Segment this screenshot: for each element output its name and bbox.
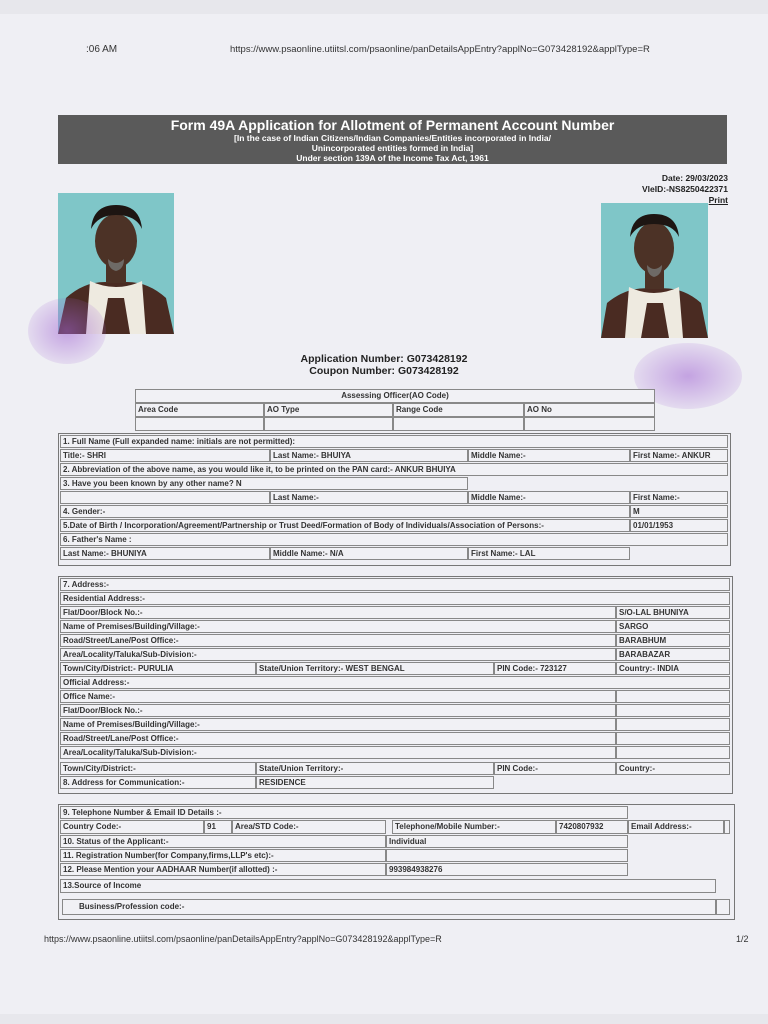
office-road-value: [616, 732, 730, 745]
form-title: Form 49A Application for Allotment of Permanent Account Number: [170, 117, 615, 133]
country-field: Country:- INDIA: [616, 662, 730, 675]
coupon-number: Coupon Number: G073428192: [309, 365, 459, 377]
aadhaar-value: 993984938276: [386, 863, 628, 876]
business-code-value[interactable]: [716, 899, 730, 915]
ao-no-value[interactable]: [524, 417, 655, 431]
income-heading: 13.Source of Income: [60, 879, 716, 893]
premises-value: SARGO: [616, 620, 730, 633]
father-name-label: 6. Father's Name :: [60, 533, 728, 546]
contact-heading: 9. Telephone Number & Email ID Details :-: [60, 806, 628, 819]
town-field: Town/City/District:- PURULIA: [60, 662, 256, 675]
gender-label: 4. Gender:-: [60, 505, 630, 518]
registration-label: 11. Registration Number(for Company,firms,LLP's etc):-: [60, 849, 386, 862]
ao-no: AO No: [524, 403, 655, 417]
banner-line-2: Unincorporated entities formed in India]: [311, 143, 474, 153]
communication-value: RESIDENCE: [256, 776, 494, 789]
date-block: [642, 173, 728, 206]
phone-value: 7420807932: [556, 820, 628, 834]
browser-time: :06 AM: [86, 44, 118, 55]
full-name-label: 1. Full Name (Full expanded name: initials are not permitted):: [60, 435, 728, 448]
ao-area-code-value[interactable]: [135, 417, 264, 431]
office-name-label: Office Name:-: [60, 690, 616, 703]
office-flat-value: [616, 704, 730, 717]
road-value: BARABHUM: [616, 634, 730, 647]
office-state-field: State/Union Territory:-: [256, 762, 494, 775]
phone-label: Telephone/Mobile Number:-: [392, 820, 556, 834]
office-premises-label: Name of Premises/Building/Village:-: [60, 718, 616, 731]
ao-area-code: Area Code: [135, 403, 264, 417]
abbreviation-field: 2. Abbreviation of the above name, as you would like it, to be printed on the PAN card:- ANKUR BHUIYA: [60, 463, 728, 476]
area-label: Area/Locality/Taluka/Sub-Division:-: [60, 648, 616, 661]
communication-label: 8. Address for Communication:-: [60, 776, 256, 789]
registration-value: [386, 849, 628, 862]
ao-heading: Assessing Officer(AO Code): [135, 389, 655, 403]
pin-field: PIN Code:- 723127: [494, 662, 616, 675]
business-code-label: Business/Profession code:-: [62, 899, 716, 915]
office-name-value: [616, 690, 730, 703]
email-label: Email Address:-: [628, 820, 724, 834]
aadhaar-label: 12. Please Mention your AADHAAR Number(if allotted) :-: [60, 863, 386, 876]
office-premises-value: [616, 718, 730, 731]
office-pin-field: PIN Code:-: [494, 762, 616, 775]
status-label: 10. Status of the Applicant:-: [60, 835, 386, 848]
ao-type: AO Type: [264, 403, 393, 417]
footer-url: https://www.psaonline.utiitsl.com/psaonline/panDetailsAppEntry?applNo=G073428192&applType=R: [44, 934, 442, 944]
official-heading: Official Address:-: [60, 676, 730, 689]
other-name-question: 3. Have you been known by any other name? N: [60, 477, 468, 490]
application-number: Application Number: G073428192: [300, 353, 468, 365]
ao-range-code-value[interactable]: [393, 417, 524, 431]
other-last-name-field: Last Name:-: [270, 491, 468, 504]
area-value: BARABAZAR: [616, 648, 730, 661]
father-middle-name: Middle Name:- N/A: [270, 547, 468, 560]
residential-heading: Residential Address:-: [60, 592, 730, 605]
dob-value: 01/01/1953: [630, 519, 728, 532]
father-first-name: First Name:- LAL: [468, 547, 630, 560]
form-banner: [58, 115, 727, 164]
status-value: Individual: [386, 835, 628, 848]
print-link[interactable]: Print: [708, 195, 728, 205]
road-label: Road/Street/Lane/Post Office:-: [60, 634, 616, 647]
browser-url: https://www.psaonline.utiitsl.com/psaonline/panDetailsAppEntry?applNo=G073428192&applType=R: [230, 44, 650, 55]
office-road-label: Road/Street/Lane/Post Office:-: [60, 732, 616, 745]
applicant-photo-right: [601, 203, 708, 338]
flat-value: S/O-LAL BHUNIYA: [616, 606, 730, 619]
email-value[interactable]: [724, 820, 730, 834]
office-country-field: Country:-: [616, 762, 730, 775]
area-std-label: Area/STD Code:-: [232, 820, 386, 834]
banner-line-3: Under section 139A of the Income Tax Act, 1961: [296, 153, 489, 163]
application-numbers: [0, 353, 768, 377]
page-number: 1/2: [736, 934, 749, 944]
other-middle-name-field: Middle Name:-: [468, 491, 630, 504]
other-first-name-field: First Name:-: [630, 491, 728, 504]
address-heading: 7. Address:-: [60, 578, 730, 591]
ao-type-value[interactable]: [264, 417, 393, 431]
father-last-name: Last Name:- BHUNIYA: [60, 547, 270, 560]
flat-label: Flat/Door/Block No.:-: [60, 606, 616, 619]
banner-line-1: [In the case of Indian Citizens/Indian Companies/Entities incorporated in India/: [234, 133, 551, 143]
other-title-field: [60, 491, 270, 504]
country-code-value: 91: [204, 820, 232, 834]
office-area-value: [616, 746, 730, 759]
vle-id: VleID:-NS8250422371: [641, 184, 728, 194]
premises-label: Name of Premises/Building/Village:-: [60, 620, 616, 633]
state-field: State/Union Territory:- WEST BENGAL: [256, 662, 494, 675]
first-name-field: First Name:- ANKUR: [630, 449, 728, 462]
office-area-label: Area/Locality/Taluka/Sub-Division:-: [60, 746, 616, 759]
title-field: Title:- SHRI: [60, 449, 270, 462]
country-code-label: Country Code:-: [60, 820, 204, 834]
office-flat-label: Flat/Door/Block No.:-: [60, 704, 616, 717]
date-text: Date: 29/03/2023: [661, 173, 728, 183]
middle-name-field: Middle Name:-: [468, 449, 630, 462]
gender-value: M: [630, 505, 728, 518]
dob-label: 5.Date of Birth / Incorporation/Agreement/Partnership or Trust Deed/Formation of Body of Individuals/Association of Persons:-: [60, 519, 630, 532]
office-town-field: Town/City/District:-: [60, 762, 256, 775]
ao-range-code: Range Code: [393, 403, 524, 417]
last-name-field: Last Name:- BHUIYA: [270, 449, 468, 462]
